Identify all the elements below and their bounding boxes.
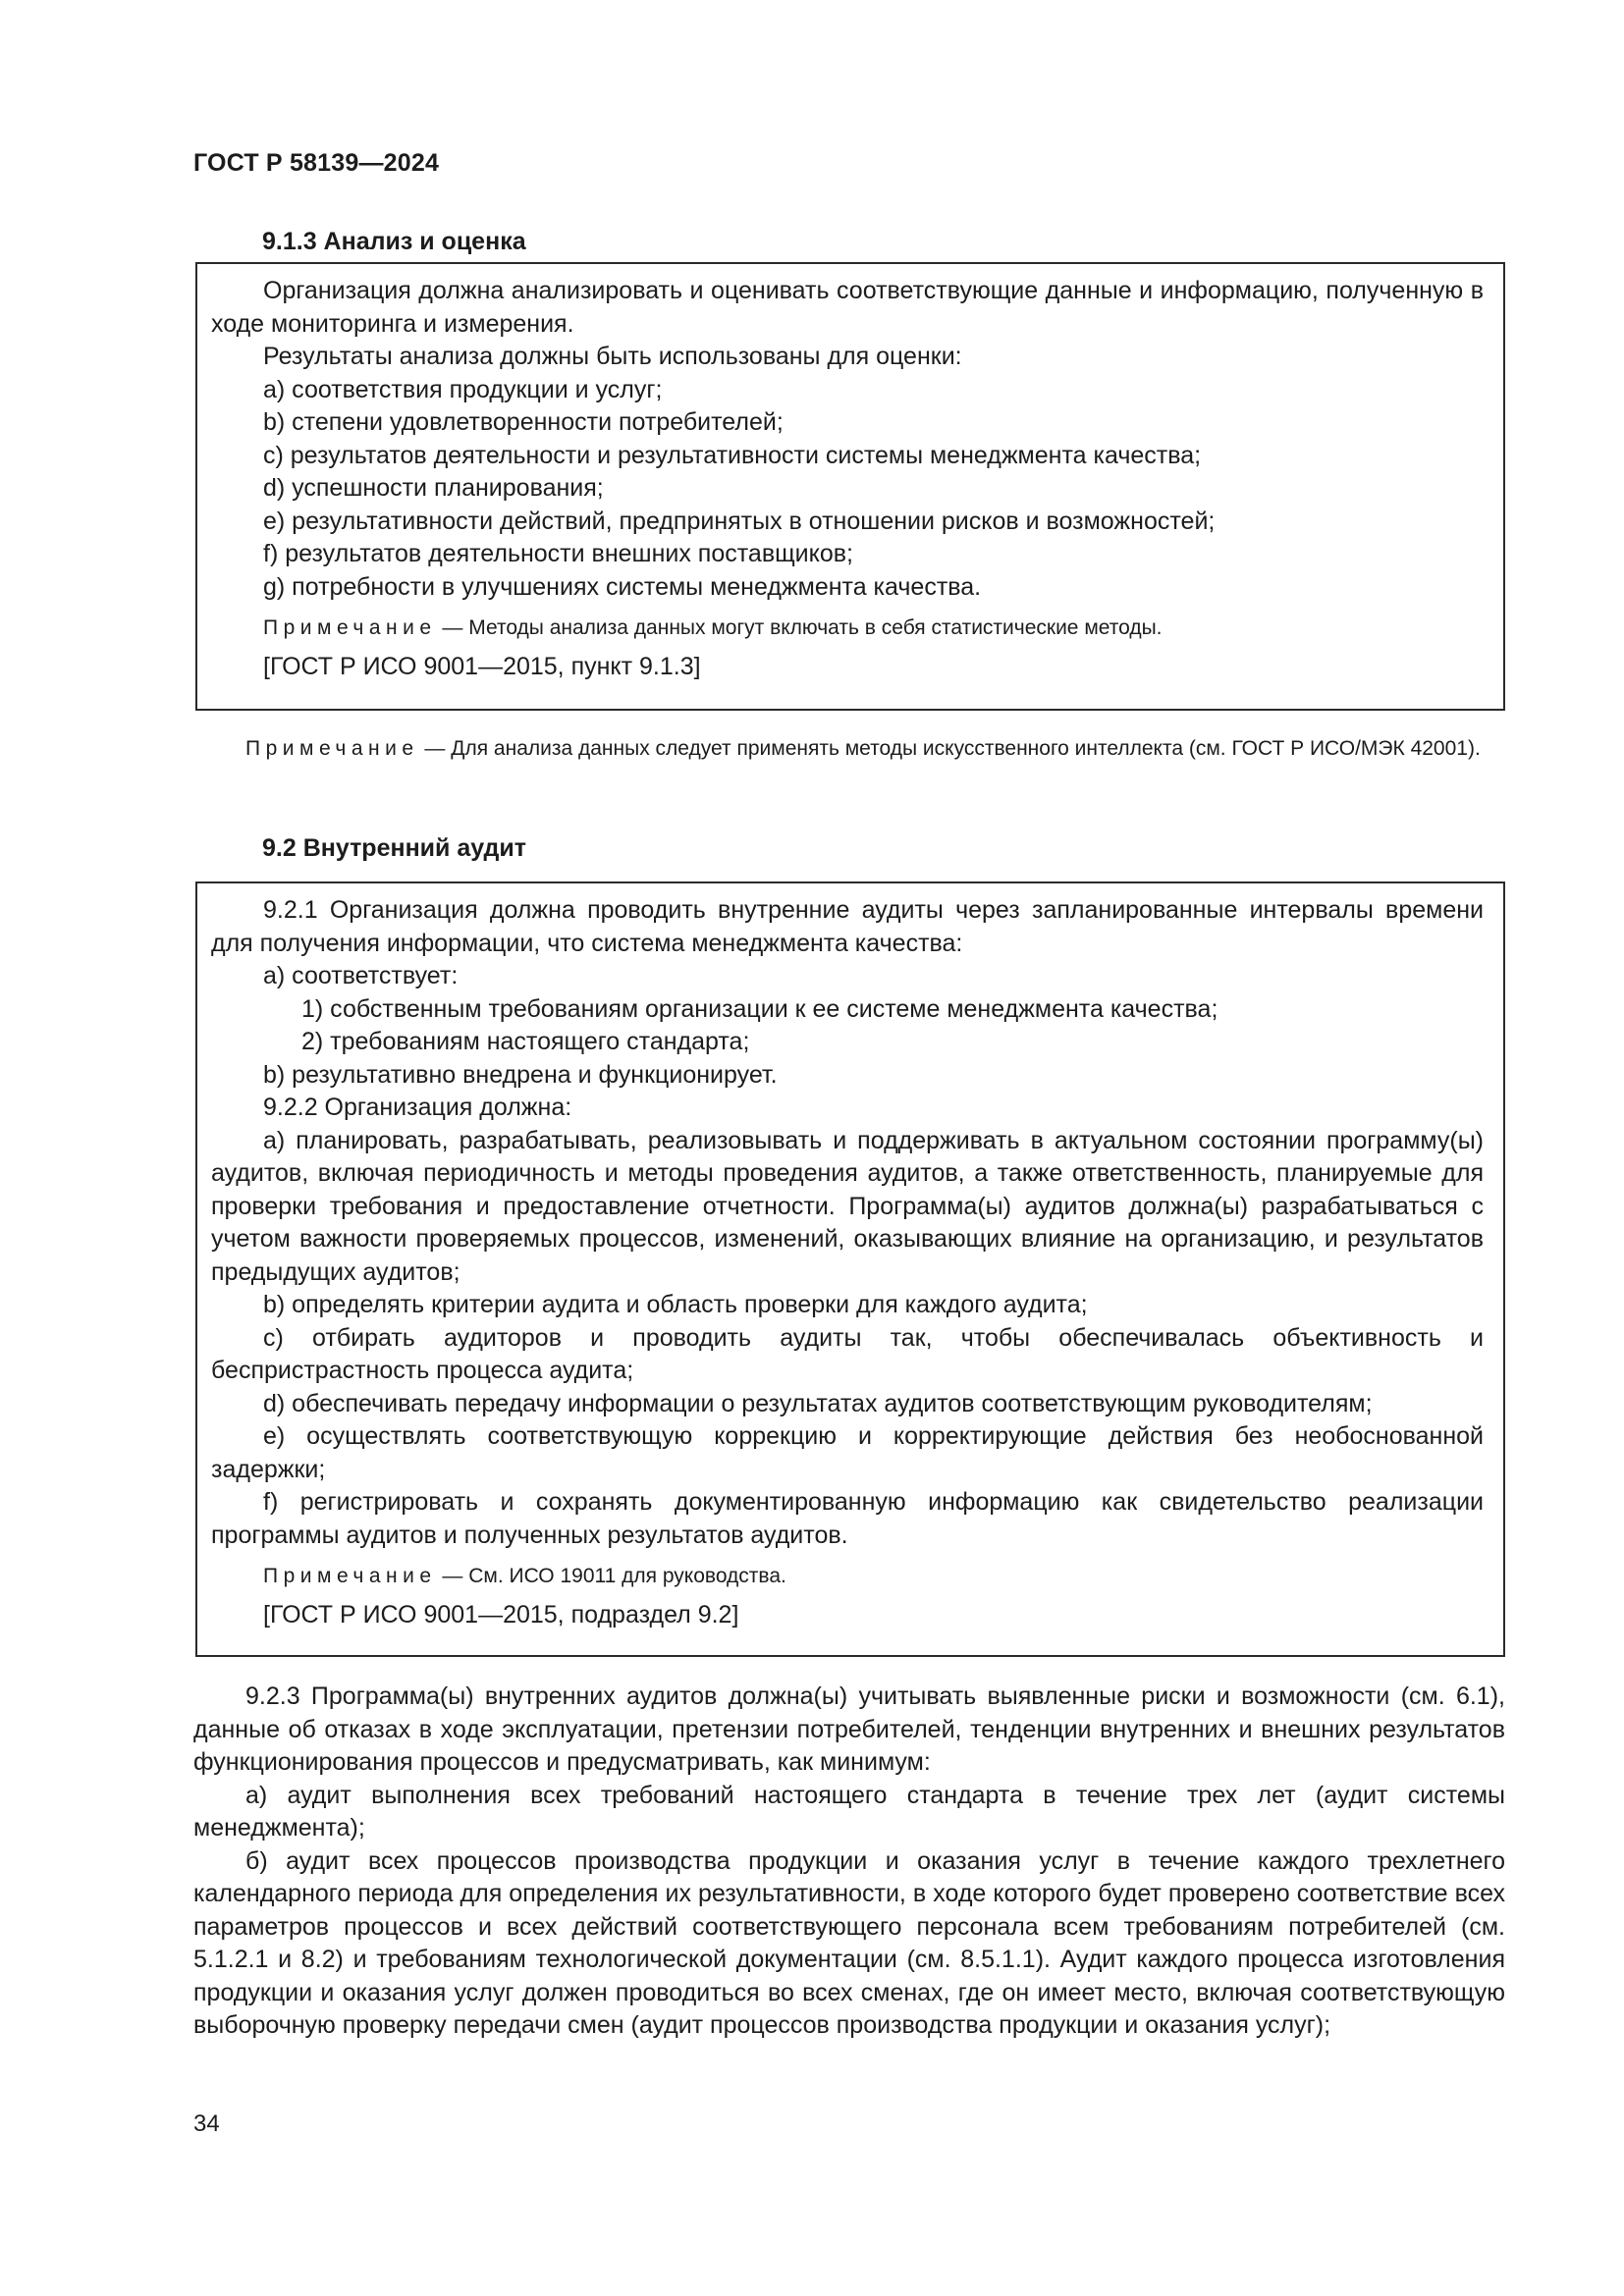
list-item: a) соответствует: — [263, 962, 459, 989]
standard-header: ГОСТ Р 58139—2024 — [193, 149, 440, 177]
section-title-9-2: 9.2 Внутренний аудит — [262, 834, 527, 862]
list-item: f) результатов деятельности внешних поставщиков; — [263, 540, 853, 567]
list-item: b) определять критерии аудита и область проверки для каждого аудита; — [263, 1291, 1088, 1318]
list-item: b) результативно внедрена и функционирует. — [263, 1060, 778, 1089]
section-title-9-1-3: 9.1.3 Анализ и оценка — [262, 228, 526, 255]
note-after-9-1-3 — [193, 732, 1505, 765]
note-text: — Методы анализа данных могут включать в себя статистические методы. — [436, 616, 1163, 639]
note-label: Примечание — [245, 737, 419, 760]
box-paragraph: 9.2.2 Организация должна: — [263, 1094, 572, 1121]
quote-box-9-2 — [195, 881, 1505, 1657]
box-note — [211, 1562, 1484, 1591]
list-item: e) результативности действий, предпринятых в отношении рисков и возможностей; — [263, 507, 1216, 535]
note-label: Примечание — [263, 616, 437, 639]
note-text: — Для анализа данных следует применять методы искусственного интеллекта (см. ГОСТ Р ИСО/МЭК 42001). — [418, 737, 1481, 760]
box-reference: [ГОСТ Р ИСО 9001—2015, подраздел 9.2] — [263, 1601, 739, 1629]
page-number: 34 — [193, 2110, 220, 2137]
list-item: a) планировать, разрабатывать, реализовывать и поддерживать в актуальном состоянии программу(ы) аудитов, включая периодичность и методы проведения аудитов, а также ответственность, планируемые для проверки требования и предоставление отчетности. Программа(ы) аудитов должна(ы) разрабатываться с учетом важности проверяемых процессов, изменений, оказывающих влияние на организацию, и результатов предыдущих аудитов; — [211, 1126, 1484, 1286]
body-paragraph: б) аудит всех процессов производства продукции и оказания услуг в течение каждого трехлетнего календарного периода для определения их результативности, в ходе которого будет проверено соответствие всех параметров процессов и всех действий соответствующего персонала всем требованиям потребителей (см. 5.1.2.1 и 8.2) и требованиям технологической документации (см. 8.5.1.1). Аудит каждого процесса изготовления продукции и оказания услуг должен проводиться во всех сменах, где он имеет место, включая соответствующую выборочную проверку передачи смен (аудит процессов производства продукции и оказания услуг); — [193, 1846, 1505, 2039]
list-item: b) степени удовлетворенности потребителей; — [263, 408, 784, 436]
list-item: g) потребности в улучшениях системы менеджмента качества. — [263, 572, 982, 601]
quote-box-9-1-3 — [195, 262, 1505, 711]
list-item: d) обеспечивать передачу информации о результатах аудитов соответствующим руководителям; — [263, 1389, 1373, 1417]
sub-list-item: 2) требованиям настоящего стандарта; — [301, 1028, 750, 1055]
standalone-note — [193, 732, 1505, 765]
box-paragraph: Организация должна анализировать и оценивать соответствующие данные и информацию, полученную в ходе мониторинга и измерения. — [211, 277, 1484, 338]
section-9-2-3 — [193, 1681, 1505, 2043]
box-paragraph: Результаты анализа должны быть использованы для оценки: — [263, 343, 962, 370]
body-paragraph: 9.2.3 Программа(ы) внутренних аудитов должна(ы) учитывать выявленные риски и возможности (см. 6.1), данные об отказах в ходе эксплуатации, претензии потребителей, тенденции внутренних и внешних результатов функционирования процессов и предусматривать, как минимум: — [193, 1682, 1505, 1776]
box-paragraph: 9.2.1 Организация должна проводить внутренние аудиты через запланированные интервалы времени для получения информации, что система менеджмента качества: — [211, 896, 1484, 957]
box-note — [211, 614, 1484, 643]
list-item: c) отбирать аудиторов и проводить аудиты так, чтобы обеспечивалась объективность и беспристрастность процесса аудита; — [211, 1323, 1484, 1384]
list-item: f) регистрировать и сохранять документированную информацию как свидетельство реализации программы аудитов и полученных результатов аудитов. — [211, 1488, 1484, 1549]
note-label: Примечание — [263, 1565, 437, 1587]
list-item: d) успешности планирования; — [263, 474, 604, 502]
list-item: e) осуществлять соответствующую коррекцию и корректирующие действия без необоснованной задержки; — [211, 1422, 1484, 1483]
body-paragraph: а) аудит выполнения всех требований настоящего стандарта в течение трех лет (аудит системы менеджмента); — [193, 1781, 1505, 1842]
list-item: c) результатов деятельности и результативности системы менеджмента качества; — [263, 441, 1202, 469]
sub-list-item: 1) собственным требованиям организации к ее системе менеджмента качества; — [301, 994, 1218, 1023]
note-text: — См. ИСО 19011 для руководства. — [436, 1565, 786, 1587]
box-reference: [ГОСТ Р ИСО 9001—2015, пункт 9.1.3] — [263, 653, 701, 680]
list-item: a) соответствия продукции и услуг; — [263, 375, 663, 403]
